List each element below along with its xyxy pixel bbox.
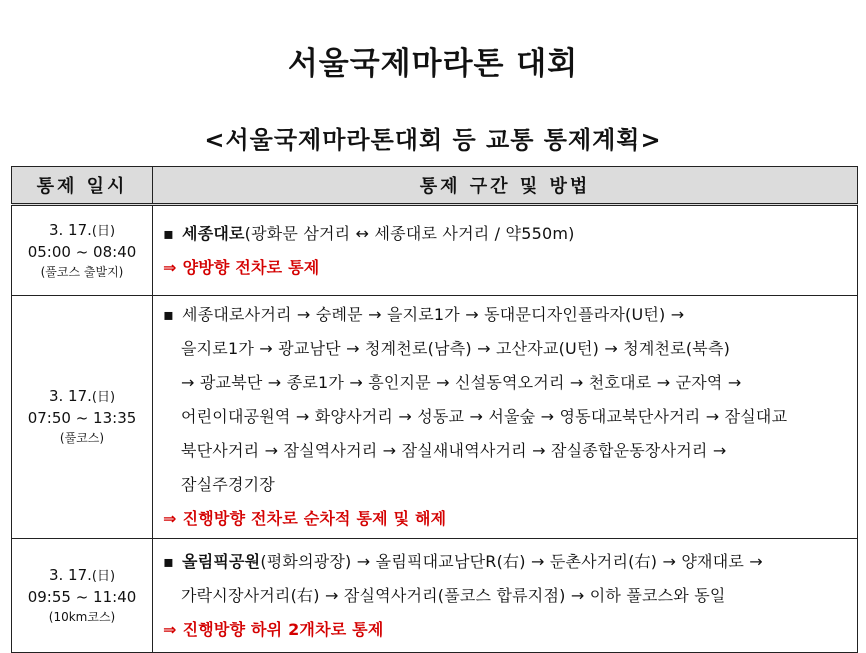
double-arrow-icon: ⇒: [163, 619, 177, 639]
route-line: 잠실주경기장: [181, 475, 275, 494]
double-arrow-icon: ⇒: [163, 257, 177, 277]
bullet-icon: ▪: [163, 223, 175, 243]
table-row: [12, 296, 858, 539]
row-weekday: (日): [91, 390, 116, 405]
row-date-cell: [12, 539, 153, 653]
row-time: 07:50 ~ 13:35: [27, 409, 137, 427]
row-route-cell: [153, 296, 858, 539]
row-course: (풀코스 출발지): [40, 264, 124, 279]
row-course: (10km코스): [48, 609, 116, 624]
header-date: 통제 일시: [12, 167, 153, 205]
row-date-cell: [12, 296, 153, 539]
row-date: 3. 17.: [48, 565, 92, 584]
control-note-text: 진행방향 전차로 순차적 통제 및 해제: [182, 509, 447, 528]
control-note: [163, 613, 851, 647]
double-arrow-icon: ⇒: [163, 509, 177, 528]
control-note-text: 양방향 전차로 통제: [182, 257, 320, 277]
route-detail: (광화문 삼거리 ↔ 세종대로 사거리 / 약550m): [244, 223, 575, 243]
table-row: [12, 539, 858, 653]
page-title: 서울국제마라톤 대회: [287, 46, 579, 82]
row-route-cell: [153, 539, 858, 653]
row-weekday: (日): [91, 568, 116, 584]
page-subtitle: <서울국제마라톤대회 등 교통 통제계획>: [204, 126, 662, 154]
control-note: [163, 502, 851, 536]
route-detail: (평화의광장) → 올림픽대교남단R(右) → 둔촌사거리(右) → 양재대로 →: [260, 551, 763, 571]
control-note: [163, 251, 851, 285]
route-line: 세종대로사거리 → 숭례문 → 을지로1가 → 동대문디자인플라자(U턴) →: [182, 305, 685, 324]
route-line: 어린이대공원역 → 화양사거리 → 성동교 → 서울숲 → 영동대교북단사거리 → 잠실대교: [181, 407, 788, 426]
header-route: 통제 구간 및 방법: [153, 167, 858, 205]
row-time: 05:00 ~ 08:40: [27, 242, 137, 261]
row-weekday: (日): [91, 223, 116, 239]
route-line: → 광교북단 → 종로1가 → 흥인지문 → 신설동역오거리 → 천호대로 → 군자역 →: [181, 373, 742, 392]
road-name: 올림픽공원: [182, 551, 261, 571]
row-route-cell: [153, 205, 858, 296]
table-header-row: [12, 167, 858, 205]
route-line: 북단사거리 → 잠실역사거리 → 잠실새내역사거리 → 잠실종합운동장사거리 →: [181, 441, 727, 460]
row-date: 3. 17.: [48, 387, 92, 405]
traffic-control-table: [11, 166, 858, 653]
bullet-icon: ▪: [163, 305, 175, 324]
row-date: 3. 17.: [48, 220, 92, 239]
row-time: 09:55 ~ 11:40: [27, 587, 137, 606]
row-course: (풀코스): [59, 431, 105, 445]
route-line: 을지로1가 → 광교남단 → 청계천로(남측) → 고산자교(U턴) → 청계천로(북측): [181, 339, 731, 358]
route-line: 가락시장사거리(右) → 잠실역사거리(풀코스 합류지점) → 이하 풀코스와 동일: [181, 585, 726, 605]
row-date-cell: [12, 205, 153, 296]
table-row: [12, 205, 858, 296]
control-note-text: 진행방향 하위 2개차로 통제: [182, 619, 384, 639]
bullet-icon: ▪: [163, 551, 175, 571]
road-name: 세종대로: [182, 223, 245, 243]
